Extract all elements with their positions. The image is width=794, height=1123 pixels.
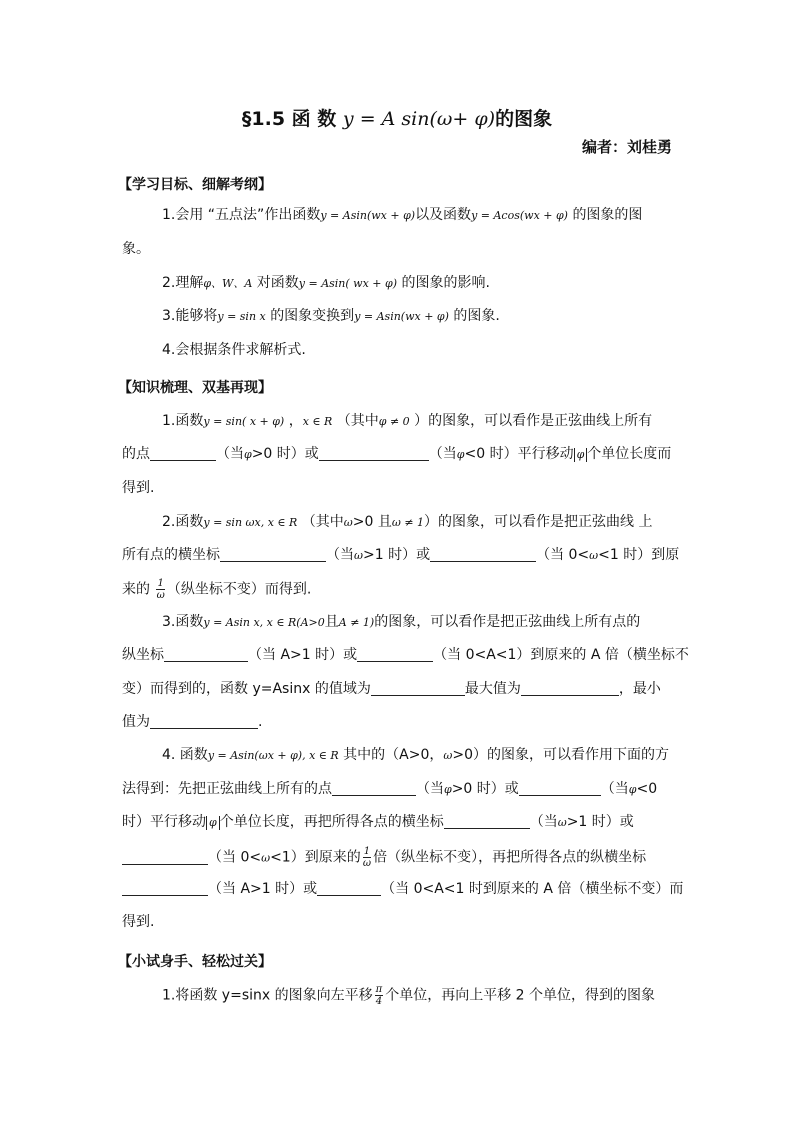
page-title [0,104,794,131]
fraction: $\frac{1}{\omega}$ [156,578,165,601]
k4-line-5: （当 A>1 时）或 （当 0<A<1 时到原来的 A 倍（横坐标不变）而 [122,880,683,898]
fraction: $\frac{\pi}{4}$ [375,984,383,1007]
title-prefix: §1.5 函 数 [241,108,337,130]
goal-3: 3.能够将y = sin x 的图象变换到y = Asin(wx + φ) 的图象. [162,308,500,324]
k1-line-3: 得到. [122,480,155,496]
title-formula: y = A sin(ω+ φ) [342,108,496,130]
answer-blank[interactable] [521,681,619,696]
answer-blank[interactable] [317,881,381,896]
k4-line-4: （当 0<ω<1）到原来的 $\frac{1}{\omega}$ 倍（纵坐标不变），再把所得各点的纵横坐标 [122,846,646,869]
k1-line-2: 的点 （当φ>0 时）或 （当φ<0 时）平行移动 φ 个单位长度而 [122,446,672,462]
k3-line-2: 纵坐标 （当 A>1 时）或 （当 0<A<1）到原来的 A 倍（横坐标不 [122,647,689,663]
answer-blank[interactable] [332,781,416,796]
answer-blank[interactable] [164,647,248,662]
author-line: 编者：刘桂勇 [581,138,672,156]
k3-line-3: 变）而得到的，函数 y=Asinx 的值域为 最大值为 ，最小 [122,681,661,697]
answer-blank[interactable] [430,547,536,562]
answer-blank[interactable] [122,850,208,865]
answer-blank[interactable] [371,681,465,696]
goal-4: 4.会根据条件求解析式. [162,342,306,358]
k4-line-2: 法得到：先把正弦曲线上所有的点 （当φ>0 时）或 （当φ<0 [122,781,658,797]
k3-line-1: 3.函数y = Asin x, x ∈ R(A>0且A ≠ 1)的图象，可以看作是把正弦曲线上所有点的 [162,614,641,630]
k2-line-3: 来的 $\frac{1}{\omega}$ （纵坐标不变）而得到. [122,578,312,601]
k4-line-1: 4. 函数y = Asin(ωx + φ), x ∈ R 其中的（A>0，ω>0）的图象，可以看作用下面的方 [162,747,670,763]
title-suffix: 的图象 [495,108,553,130]
answer-blank[interactable] [150,714,258,729]
answer-blank[interactable] [357,647,433,662]
goal-2: 2.理解φ、W、A 对函数y = Asin( wx + φ) 的图象的影响. [162,275,490,291]
goal-1-line-2: 象。 [122,241,150,257]
answer-blank[interactable] [150,446,216,461]
k1-line-1: 1.函数y = sin( x + φ) ，x ∈ R （其中φ ≠ 0 ）的图象，可以看作是正弦曲线上所有 [162,413,653,429]
goal-1-line-1: 1.会用 “五点法”作出函数y = Asin(wx + φ)以及函数y = Acos(wx + φ) 的图象的图 [162,207,643,223]
section-heading-practice: 【小试身手、轻松过关】 [118,954,272,970]
answer-blank[interactable] [122,881,208,896]
fraction: $\frac{1}{\omega}$ [362,846,371,869]
k2-line-2: 所有点的横坐标 （当ω>1 时）或 （当 0<ω<1 时）到原 [122,547,680,563]
answer-blank[interactable] [444,814,530,829]
q1-line-1: 1.将函数 y=sinx 的图象向左平移 $\frac{\pi}{4}$ 个单位，再向上平移 2 个单位，得到的图象 [162,984,656,1007]
answer-blank[interactable] [220,547,326,562]
answer-blank[interactable] [519,781,601,796]
k4-line-6: 得到. [122,914,155,930]
k2-line-1: 2.函数y = sin ωx, x ∈ R （其中ω>0 且ω ≠ 1）的图象，可以看作是把正弦曲线 上 [162,514,653,530]
answer-blank[interactable] [319,446,429,461]
section-heading-goals: 【学习目标、细解考纲】 [118,177,272,193]
k4-line-3: 时）平行移动 φ 个单位长度，再把所得各点的横坐标 （当ω>1 时）或 [122,814,634,830]
section-heading-knowledge: 【知识梳理、双基再现】 [118,380,272,396]
k3-line-4: 值为 . [122,714,263,730]
